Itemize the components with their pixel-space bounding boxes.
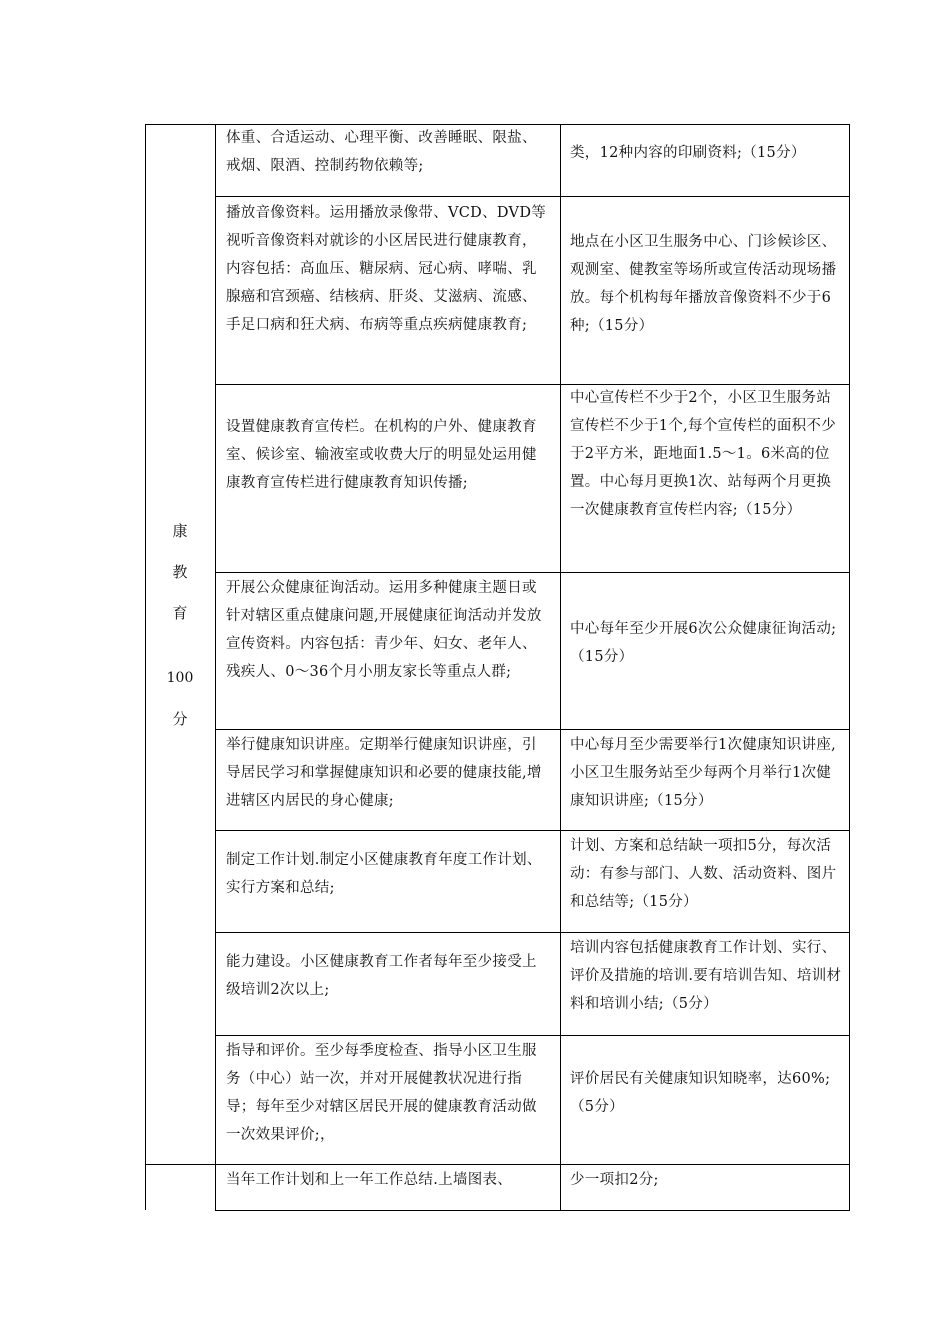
item-description: 指导和评价。至少每季度检查、指导小区卫生服务（中心）站一次，并对开展健教状况进行指导；每年至少对辖区居民开展的健康教育活动做一次效果评价;，: [226, 1043, 537, 1143]
item-criteria: 类，12种内容的印刷资料;（15分）: [570, 145, 806, 161]
item-criteria: 少一项扣2分;: [570, 1172, 659, 1188]
row-divider: [215, 196, 849, 197]
row-divider: [215, 729, 849, 730]
item-description: 当年工作计划和上一年工作总结.上墙图表、: [226, 1172, 513, 1188]
item-description: 举行健康知识讲座。定期举行健康知识讲座，引导居民学习和掌握健康知识和必要的健康技能,增进辖区内居民的身心健康;: [226, 737, 542, 809]
category-char: 育: [172, 604, 188, 622]
item-criteria: 中心宣传栏不少于2个，小区卫生服务站宣传栏不少于1个,每个宣传栏的面积不少于2平方米，距地面1.5～1。6米高的位置。中心每月更换1次、站每两个月更换一次健康教育宣传栏内容;（15分）: [570, 390, 837, 518]
item-description: 制定工作计划.制定小区健康教育年度工作计划、实行方案和总结;: [226, 852, 542, 896]
item-criteria: 评价居民有关健康知识知晓率，达60%;（5分）: [570, 1071, 831, 1115]
table-right-border: [849, 124, 850, 1211]
item-criteria: 培训内容包括健康教育工作计划、实行、评价及措施的培训.要有培训告知、培训材料和培训小结;（5分）: [570, 940, 842, 1012]
column-divider-2: [560, 124, 561, 1210]
item-description: 体重、合适运动、心理平衡、改善睡眠、限盐、戒烟、限酒、控制药物依赖等;: [226, 130, 537, 174]
item-description: 能力建设。小区健康教育工作者每年至少接受上级培训2次以上;: [226, 954, 537, 998]
item-criteria: 计划、方案和总结缺一项扣5分，每次活动：有参与部门、人数、活动资料、图片和总结等;（15分）: [570, 838, 837, 910]
item-description: 播放音像资料。运用播放录像带、VCD、DVD等视听音像资料对就诊的小区居民进行健康教育，内容包括：高血压、糖尿病、冠心病、哮喘、乳腺癌和宫颈癌、结核病、肝炎、艾滋病、流感、手足口病和狂犬病、布病等重点疾病健康教育;: [226, 205, 547, 333]
category-char: 教: [172, 563, 188, 581]
section-divider: [145, 1164, 849, 1165]
row-divider: [215, 572, 849, 573]
row-divider: [215, 1035, 849, 1036]
table-bottom-border: [215, 1210, 850, 1211]
category-score: 100: [166, 670, 194, 686]
category-score-unit: 分: [172, 710, 188, 728]
column-divider-1: [215, 124, 216, 1210]
item-criteria: 中心每年至少开展6次公众健康征询活动;（15分）: [570, 621, 837, 665]
row-divider: [215, 830, 849, 831]
item-description: 设置健康教育宣传栏。在机构的户外、健康教育室、候诊室、输液室或收费大厅的明显处运用健康教育宣传栏进行健康教育知识传播;: [226, 419, 537, 491]
row-divider: [215, 932, 849, 933]
category-char: 康: [172, 522, 188, 540]
category-label: [145, 511, 215, 740]
item-description: 开展公众健康征询活动。运用多种健康主题日或针对辖区重点健康问题,开展健康征询活动并发放宣传资料。内容包括：青少年、妇女、老年人、残疾人、0～36个月小朋友家长等重点人群;: [226, 580, 542, 680]
item-criteria: 中心每月至少需要举行1次健康知识讲座,小区卫生服务站至少每两个月举行1次健康知识讲座;（15分）: [570, 737, 837, 809]
item-criteria: 地点在小区卫生服务中心、门诊候诊区、观测室、健教室等场所或宣传活动现场播放。每个机构每年播放音像资料不少于6种;（15分）: [570, 234, 837, 334]
